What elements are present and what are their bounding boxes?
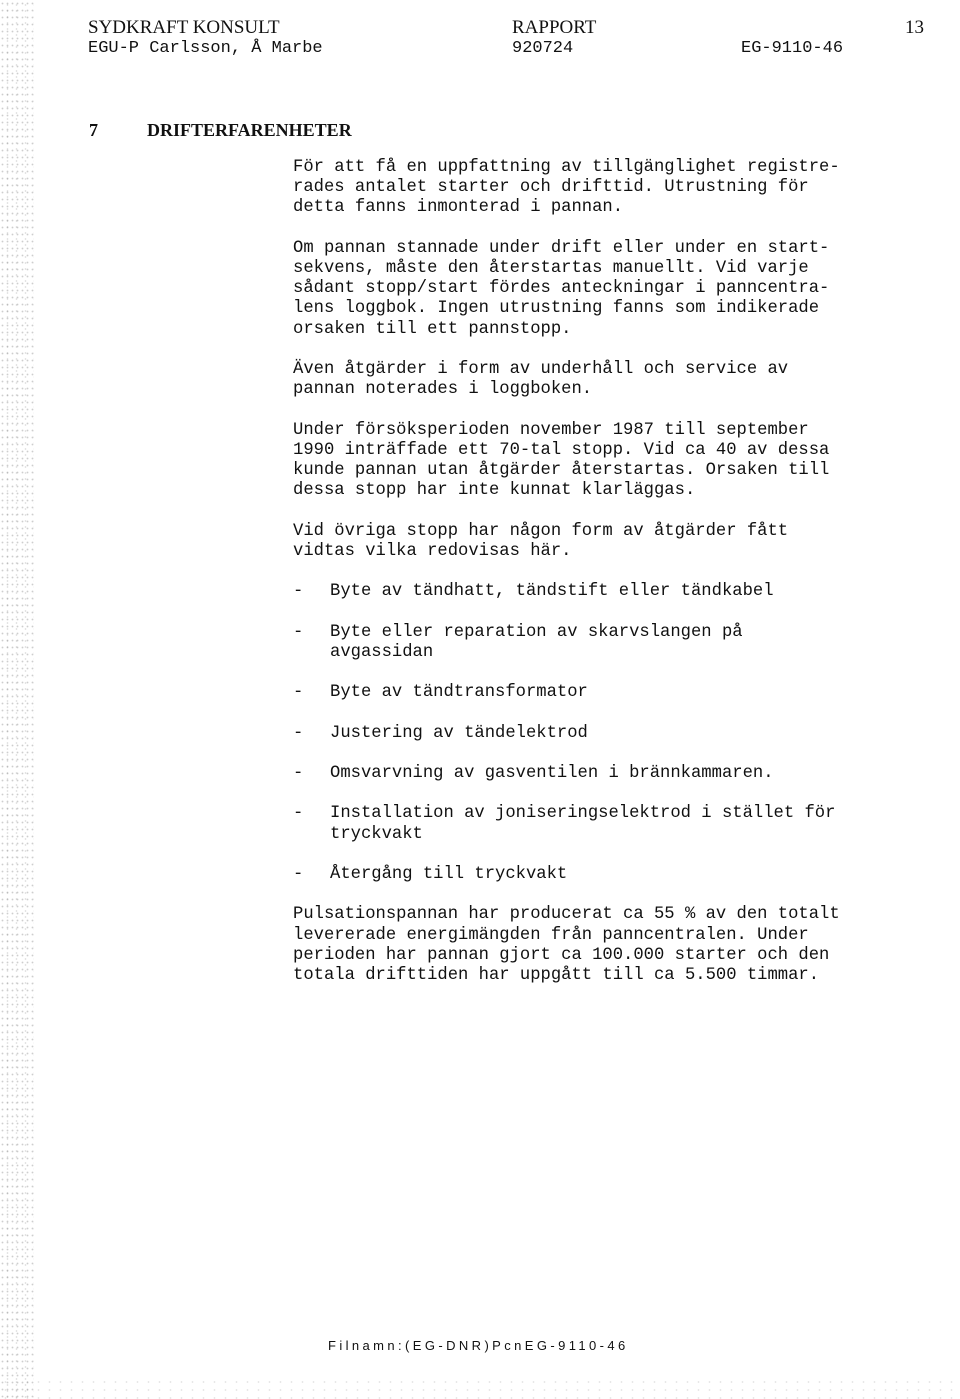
list-marker: -	[293, 763, 304, 783]
list-marker: -	[293, 864, 304, 884]
scan-edge-noise	[0, 0, 34, 1399]
list-item	[293, 623, 933, 663]
footer-filename: Filnamn:(EG-DNR)PcnEG-9110-46	[328, 1338, 629, 1353]
header-company: SYDKRAFT KONSULT	[88, 17, 280, 38]
list-marker: -	[293, 683, 304, 703]
list-item	[293, 764, 933, 784]
list-item-text: Justering av tändelektrod	[330, 723, 588, 743]
body-text	[293, 158, 933, 1006]
list-marker: -	[293, 622, 304, 642]
list-marker: -	[293, 723, 304, 743]
list-item	[293, 582, 933, 602]
list-item	[293, 865, 933, 885]
page-number: 13	[905, 17, 924, 38]
header-authors: EGU-P Carlsson, Å Marbe	[88, 39, 323, 58]
section-title: DRIFTERFARENHETER	[147, 120, 352, 140]
scan-bottom-noise	[0, 1378, 960, 1399]
list-item-text: Omsvarvning av gasventilen i brännkammaren.	[330, 763, 774, 783]
measures-list	[293, 582, 933, 885]
closing-paragraph: Pulsationspannan har producerat ca 55 % av den totalt levererade energimängden från panncentralen. Under perioden har pannan gjort ca 100.000 starter och den totala drifttiden har uppgått till ca 5.500 timmar.	[293, 905, 840, 985]
list-item	[293, 683, 933, 703]
list-item-text: Återgång till tryckvakt	[330, 864, 568, 884]
list-marker: -	[293, 804, 304, 824]
paragraph-3: Även åtgärder i form av underhåll och service av pannan noterades i loggboken.	[293, 360, 789, 400]
list-marker: -	[293, 582, 304, 602]
list-item-text: Installation av joniseringselektrod i stället för tryckvakt	[330, 804, 836, 844]
report-id: EG-9110-46	[741, 39, 844, 58]
header-date: 920724	[512, 39, 574, 58]
paragraph-4: Under försöksperioden november 1987 till september 1990 inträffade ett 70-tal stopp. Vid ca 40 av dessa kunde pannan utan åtgärder återstartas. Orsaken till dessa stopp har inte kunnat klarläggas.	[293, 420, 830, 501]
list-item	[293, 804, 933, 844]
list-item-text: Byte eller reparation av skarvslangen på avgassidan	[330, 622, 743, 662]
list-item-text: Byte av tändhatt, tändstift eller tändkabel	[330, 582, 774, 602]
list-item-text: Byte av tändtransformator	[330, 683, 588, 703]
paragraph-2: Om pannan stannade under drift eller under en start- sekvens, måste den återstartas manuellt. Vid varje sådant stopp/start fördes anteckningar i panncentra- lens loggbok. Ingen utrustning fanns som indikerade orsaken till ett pannstopp.	[293, 238, 830, 339]
paragraph-5: Vid övriga stopp har någon form av åtgärder fått vidtas vilka redovisas här.	[293, 521, 789, 561]
list-item	[293, 724, 933, 744]
section-number: 7	[89, 120, 98, 140]
header-doc-type: RAPPORT	[512, 17, 597, 38]
paragraph-1: För att få en uppfattning av tillgänglighet registre- rades antalet starter och drifttid. Utrustning för detta fanns inmonterad i pannan.	[293, 158, 840, 218]
